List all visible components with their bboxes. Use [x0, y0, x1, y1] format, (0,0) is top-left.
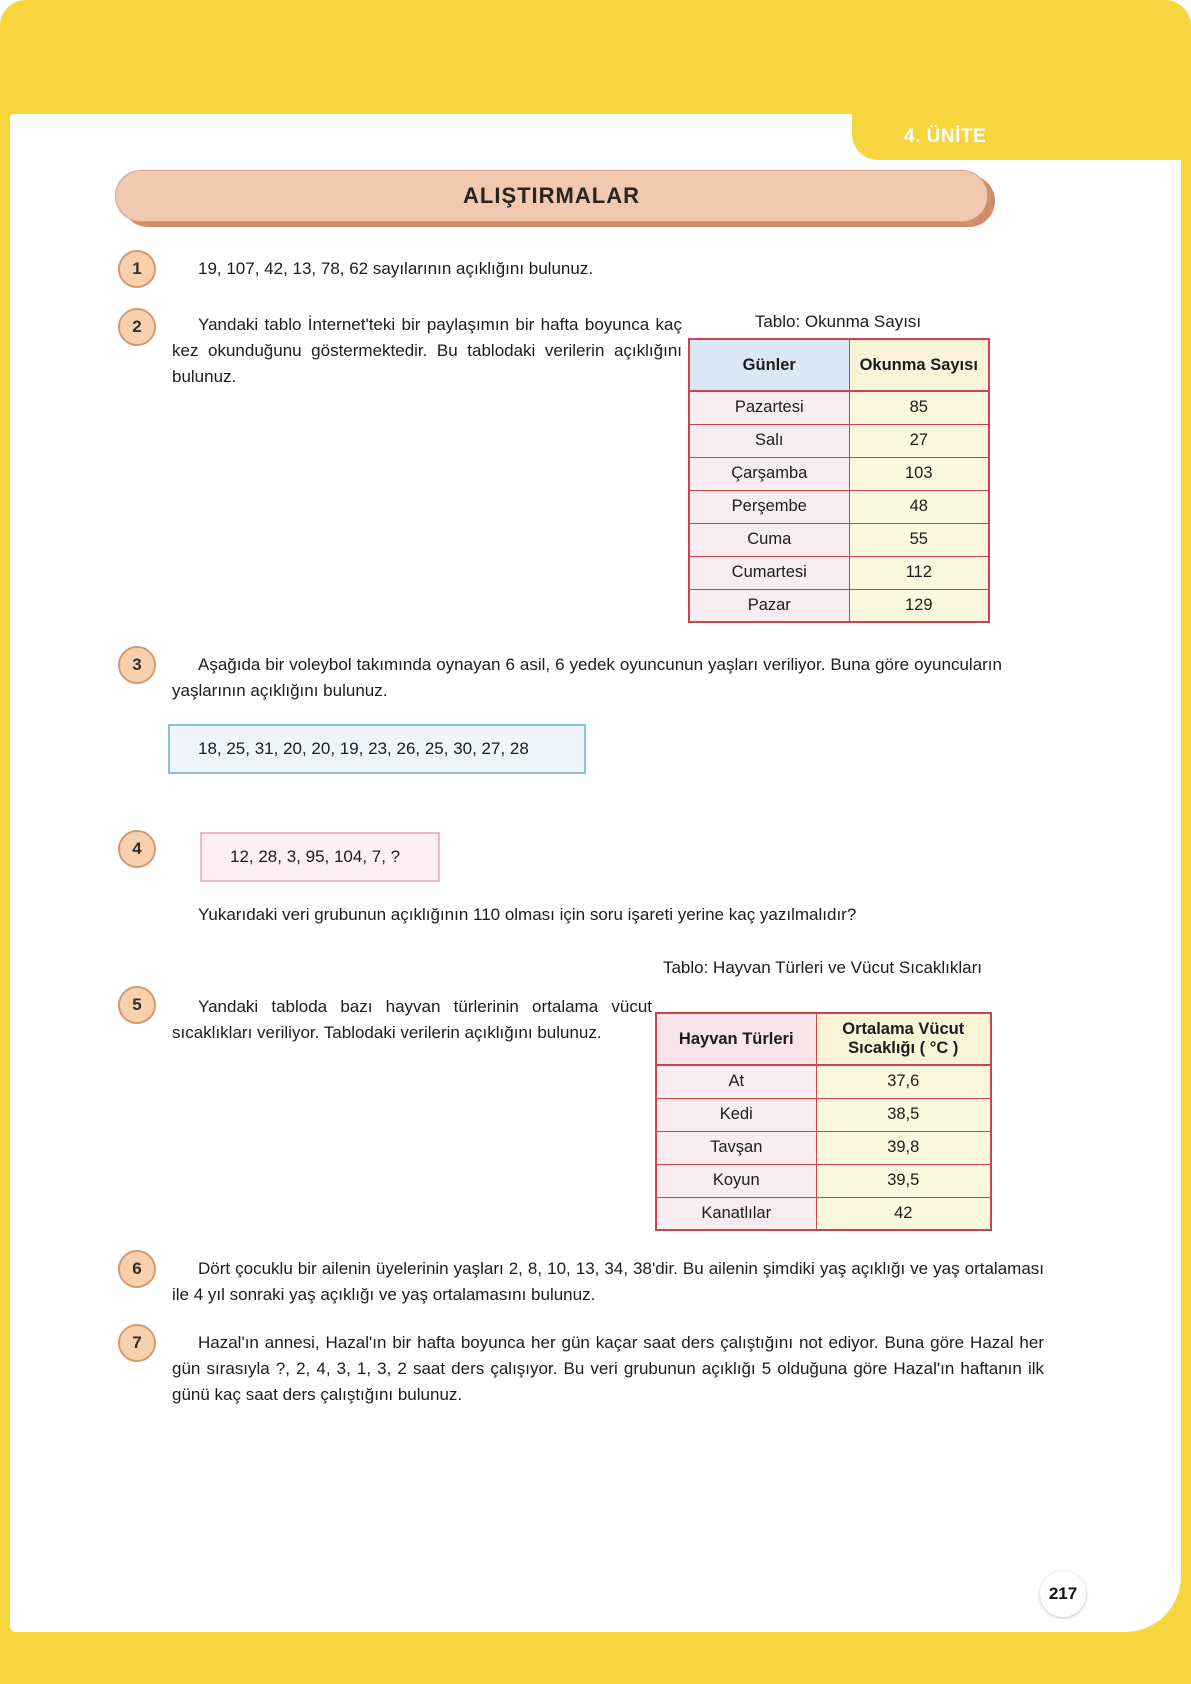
page-number	[1040, 1571, 1086, 1617]
row-value-cell: 48	[849, 490, 989, 523]
badge-label: 7	[132, 1333, 142, 1352]
badge-label: 1	[132, 259, 142, 278]
row-label-cell: Kedi	[656, 1098, 816, 1131]
unit-label: 4. ÜNİTE	[904, 126, 987, 147]
row-value-cell: 37,6	[816, 1065, 991, 1098]
ages-data-box	[168, 724, 586, 774]
row-value-cell: 103	[849, 457, 989, 490]
header-cell-count: Okunma Sayısı	[849, 339, 989, 391]
animals-table-body	[656, 1065, 991, 1230]
table-row	[656, 1098, 991, 1131]
row-label-cell: Koyun	[656, 1164, 816, 1197]
exercise-5-number-badge	[118, 986, 156, 1024]
table-header-row	[656, 1013, 991, 1065]
table-row	[689, 523, 989, 556]
header-cell-temperature: Ortalama Vücut Sıcaklığı ( °C )	[816, 1013, 991, 1065]
header-cell-animals: Hayvan Türleri	[656, 1013, 816, 1065]
row-value-cell: 55	[849, 523, 989, 556]
exercise-4-number-badge	[118, 830, 156, 868]
row-label-cell: Cumartesi	[689, 556, 849, 589]
table-row	[689, 457, 989, 490]
row-label-cell: Tavşan	[656, 1131, 816, 1164]
exercise-1-text: 19, 107, 42, 13, 78, 62 sayılarının açıklığını bulunuz.	[198, 259, 594, 278]
exercise-7-text: Hazal'ın annesi, Hazal'ın bir hafta boyunca her gün kaçar saat ders çalıştığını not ediyor. Buna göre Hazal her gün sırasıyla ?, 2, 4, 3, 1, 3, 2 saat ders çalışıyor. Bu veri grubunun açıklığı 5 olduğuna göre Hazal'ın haftanın ilk günü kaç saat ders çalıştığını bulunuz.	[172, 1333, 1044, 1404]
animals-table-head	[656, 1013, 991, 1065]
data-group-values: 12, 28, 3, 95, 104, 7, ?	[230, 847, 401, 866]
animals-table-caption: Tablo: Hayvan Türleri ve Vücut Sıcaklıkları	[662, 958, 983, 977]
table-row	[656, 1164, 991, 1197]
exercise-3-text: Aşağıda bir voleybol takımında oynayan 6 asil, 6 yedek oyuncunun yaşları veriliyor. Buna göre oyuncuların yaşlarının açıklığını bulunuz.	[172, 655, 1002, 700]
exercise-4-text: Yukarıdaki veri grubunun açıklığının 110 olması için soru işareti yerine kaç yazılmalıdır?	[198, 905, 857, 924]
reading-count-table	[688, 338, 990, 623]
table-row	[656, 1065, 991, 1098]
banner-title: ALIŞTIRMALAR	[463, 183, 640, 208]
row-value-cell: 39,5	[816, 1164, 991, 1197]
row-label-cell: Çarşamba	[689, 457, 849, 490]
row-value-cell: 38,5	[816, 1098, 991, 1131]
animal-temperature-table	[655, 1012, 992, 1231]
exercise-5-text: Yandaki tabloda bazı hayvan türlerinin ortalama vücut sıcaklıkları veriliyor. Tablodaki verilerin açıklığını bulunuz.	[172, 997, 652, 1042]
exercises-banner	[115, 170, 988, 222]
table-row	[689, 391, 989, 424]
row-value-cell: 112	[849, 556, 989, 589]
table-row	[689, 556, 989, 589]
badge-label: 5	[132, 995, 142, 1014]
row-value-cell: 27	[849, 424, 989, 457]
data-group-box	[200, 832, 440, 882]
row-label-cell: Perşembe	[689, 490, 849, 523]
exercise-2-text: Yandaki tablo İnternet'teki bir paylaşımın bir hafta boyunca kaç kez okunduğunu göstermektedir. Bu tablodaki verilerin açıklığını bulunuz.	[172, 315, 682, 386]
row-label-cell: Kanatlılar	[656, 1197, 816, 1230]
table-row	[689, 424, 989, 457]
exercise-2-number-badge	[118, 308, 156, 346]
row-label-cell: Salı	[689, 424, 849, 457]
table-header-row	[689, 339, 989, 391]
table-row	[656, 1131, 991, 1164]
exercise-6-number-badge	[118, 1250, 156, 1288]
row-value-cell: 42	[816, 1197, 991, 1230]
table-row	[656, 1197, 991, 1230]
reading-table-body	[689, 391, 989, 622]
badge-label: 6	[132, 1259, 142, 1278]
exercise-6-text: Dört çocuklu bir ailenin üyelerinin yaşları 2, 8, 10, 13, 34, 38'dir. Bu ailenin şimdiki yaş açıklığı ve yaş ortalaması ile 4 yıl sonraki yaş açıklığı ve yaş ortalamasını bulunuz.	[172, 1259, 1044, 1304]
page-number-label: 217	[1048, 1584, 1078, 1603]
header-cell-days: Günler	[689, 339, 849, 391]
badge-label: 2	[132, 317, 142, 336]
row-label-cell: Pazar	[689, 589, 849, 622]
table-row	[689, 490, 989, 523]
row-label-cell: Cuma	[689, 523, 849, 556]
reading-table-caption: Tablo: Okunma Sayısı	[754, 312, 922, 331]
row-label-cell: Pazartesi	[689, 391, 849, 424]
badge-label: 4	[132, 839, 142, 858]
row-value-cell: 39,8	[816, 1131, 991, 1164]
exercise-7-number-badge	[118, 1324, 156, 1362]
row-value-cell: 129	[849, 589, 989, 622]
table-row	[689, 589, 989, 622]
badge-label: 3	[132, 655, 142, 674]
row-label-cell: At	[656, 1065, 816, 1098]
exercise-1-number-badge	[118, 250, 156, 288]
unit-tab	[852, 114, 1191, 160]
reading-table-head	[689, 339, 989, 391]
ages-values: 18, 25, 31, 20, 20, 19, 23, 26, 25, 30, 27, 28	[198, 739, 529, 758]
exercise-3-number-badge	[118, 646, 156, 684]
row-value-cell: 85	[849, 391, 989, 424]
